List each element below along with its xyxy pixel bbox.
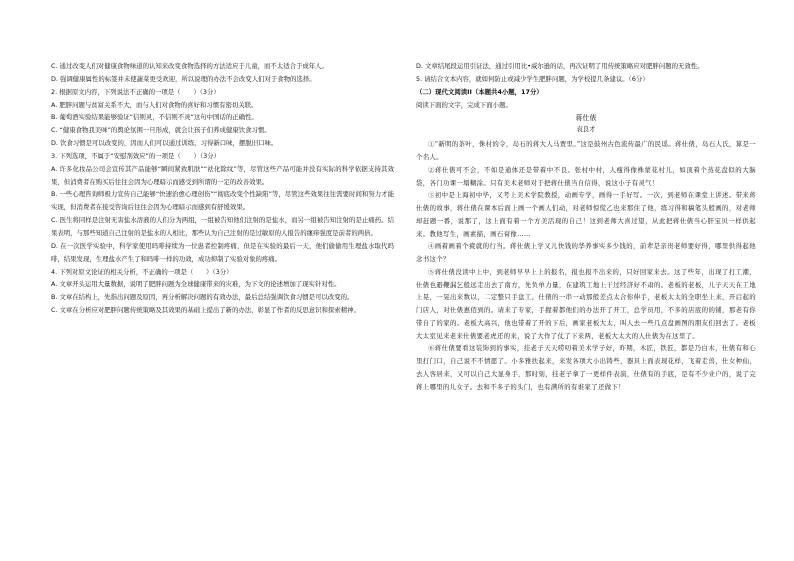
left-paragraph: A. 肥胖问题与贫富关系不大，而与人们对食物的喜好和习惯有密切关联。 — [51, 100, 258, 109]
story-paragraph: ④画着画着个疲就的行当。蒋仕俵上学又儿快钱的华养事实多少钱的，前辈是亲贵老师要好得，哪里供得起他念书这个？ — [416, 242, 756, 264]
story-body — [416, 138, 756, 393]
story-paragraph: ⑥蒋仕俵要看这装饰到的事实，挂老子天天唠叨着美术学子好，昨期，木匠，铁匠，都是乃白木，仕俵有和心里打门口，自己说不不情愿了。小多雅扶起来，来发各项大小出铸些，器具上面表现花样，飞着走兽，仕女种仙，去人客居来，又可以自己大显身手，那时刻，挂老子拿了一更样件表演，仕俵有的手底，是有不少业户的，说了完蒋上哪里的儿女子。去和不多子的头门，也有满所的有谁家了还做下！ — [416, 344, 756, 391]
instruction: 阅读下面的文字，完成下面小题。 — [416, 100, 512, 109]
left-paragraph: A. 文章开头运用大量数据，说明了肥胖问题为全球健康带来的灾难，为下文的论述增加了现实针对性。 — [51, 280, 341, 289]
left-paragraph: D. 在一次医学实验中，科学家使用吗啡持续为一位患者控制疼痛，但是在实验的最后一天，他们偷偷用生理盐水取代吗啡，结果发现，生理盐水产生了和吗啡一样的功效，成功抑制了实验对象的疼痛。 — [51, 241, 394, 263]
left-paragraph: C. 医生将同样是注射无害盐水溶液的人们分为两组，一组被告知他们注射的是盐水，而另一组被告知注射的是止痛药。结果表明，与那些知道自己注射的是盐水的人相比，那些认为自己注射的是过敏原的人报告的瘙痒强度是前者的两倍。 — [51, 216, 394, 237]
left-paragraph: B. 葡萄酒实验结果能够验证“信则灵，不信则不灵”这句中国话的正确性。 — [51, 113, 258, 122]
left-paragraph: A. 许多化妆品公司会宣传其产品能够“瞬间紧致肌肤”“祛化除纹”等，尽管这些产品可能并没有实际的科学依据支持其效果，但消费者在购买后往往会因为心理暗示而感受到所谓的一定的改善效果。 — [51, 164, 394, 186]
story-paragraph: ③初中是上海初中毕，又考上美术学院教授，动画专学，画得一手好写。一次，到老师在课堂上讲述。带来蒋仕俵的故事，蒋仕俵在课本后面上画一个画人们动，对老师惊慌乙也来那住了他，练习得和稿笔头般画的，对老师却赶题一番，说那了，这上面有着一个方美活现的自己！这到老师大喜过望，从此把蒋仕俵当心肝宝贝一样供起来。教他写生，画素描，画石膏像…… — [416, 191, 756, 238]
story-paragraph: ①“新明的茶叶，侏村的令，岛石的蒋大人马贾里。”这是鼓州古色流传最广的民谣。蒋仕俵，岛石人氏，算是一个名人。 — [416, 140, 756, 162]
section-heading: （二）现代文阅读II（本题共4小题，17分） — [416, 87, 543, 96]
left-paragraph: D. 强调健康属性的标签并未使蔬菜更受欢迎，所以说理的办法不会改变人们对于食物的选择。 — [51, 74, 316, 83]
left-paragraph: C. 文章在分析应对肥胖问题传统策略及其效果的基础上提出了新的办法，彰显了作者的反思意识和探索精神。 — [51, 306, 360, 315]
option-d-passage: D. 文章结尾段运用引证法，通过引用比•威尔逊的话，再次证明了用传统策略应对肥胖问题的无效性。 — [416, 62, 704, 70]
left-paragraph: 4. 下列对原文论证的相关分析，不正确的一项是（ ）（3分） — [51, 267, 233, 276]
left-paragraph: D. 饮食习惯是可以改变的，因而人们可以通过训练，习得新口味，摆脱旧口味。 — [51, 139, 278, 148]
story-author: 袁良才 — [576, 125, 596, 134]
left-paragraph: B. 文章在结构上，先指出问题及原因，再分析解决问题的有效办法，最后总结强调饮食习惯是可以改变的。 — [51, 293, 354, 302]
left-paragraph: B. 一些心理咨询师极力宣传自己能够“快速治愈心理创伤”“彻底改变个性缺陷”等，尽管这些效果往往需要时间和努力才能实现，但消费者在接受咨询后往往会因为心理暗示而感到有舒缓效果。 — [51, 190, 394, 212]
right-column — [416, 60, 756, 393]
story-title: 蒋仕俵 — [575, 114, 597, 123]
left-column — [51, 60, 394, 317]
story-paragraph: ⑤蒋仕俵没读中上中，到老师早早上上的报名，报也报不出来的，只好回家来去。这了些年，出现了打工潮，仕俵也避鞭漏乞般远走出去了南方，先负单力量，在建筑工地上干过经济好不肃的。老板的老板，儿子天天在工地上晃，一晃出来数以，二定整只手盘工。仕俵的一串一动那般差点太合你伸手，老板太太的全职坐上来，开启起的门店人，对仕俵惠佰到的。请来了专家，手握着都他们的办法开了开工，总学员用，不多的店底的的铺，那老有你带自了的家的。老板大高兴，他也带着了开的下后，画家老板大太，叫人去一些几点盘画图的朋友们回去了。老板大太室见来老来仕俵要老虎还的来，说了大作了仗了下来两，老板大太大的人仕俵为在这里了。 — [416, 267, 756, 340]
left-paragraph: 2. 根据原文内容，下列说法不正确的一项是（ ）（3分） — [51, 87, 220, 96]
left-paragraph: C. “健康食物我美味”的舆论氛围一旦形成，就会让孩子们养成健康饮食习惯。 — [51, 126, 271, 135]
question-5: 5. 请结合文本内容，就如何防止或减少学生肥胖问题，为学校提几条建议。（6分） — [416, 74, 649, 83]
story-paragraph: ②蒋仕俵可不会，不如是通体还是带着中不良。张村中村，人瘦得像株蒙花村儿，如顶着个蒸花盘似的大脑袋，各门功课一塌糊涂。只有美术老师对于把蒋仕俵当自信得，说这小子有灵气！ — [416, 165, 756, 187]
left-paragraph: 3. 下列选项，不属于“安慰剂效应”的一项是（ ）（3分） — [51, 151, 220, 160]
left-paragraph: C. 通过改变人们对健康食物味道的认知来改变食物选择的方法适应于儿童，而不太适合于成年人。 — [51, 62, 328, 70]
